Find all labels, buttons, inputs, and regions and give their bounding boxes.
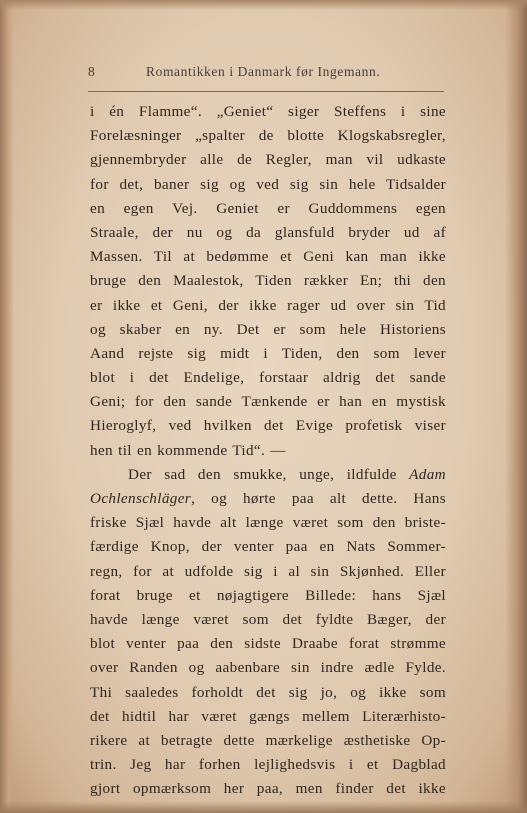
text-line: Hieroglyf, ved hvilken det Evige profetisk viser	[90, 417, 446, 435]
text-line: gjennembryder alle de Regler, man vil udkaste	[90, 151, 446, 169]
text-line: trin. Jeg har forhen lejlighedsvis i et Dagblad	[90, 756, 446, 774]
header-rule	[88, 91, 444, 92]
text-line: Aand rejste sig midt i Tiden, den som lever	[90, 344, 446, 362]
text-line: gjort opmærksom her paa, men finder det ikke	[90, 780, 446, 798]
text-line: havde længe været som det fyldte Bæger, der	[90, 610, 446, 628]
text-line: Thi saaledes forholdt det sig jo, og ikke som	[90, 683, 446, 701]
page-number: 8	[88, 64, 96, 79]
text-line: en egen Vej. Geniet er Guddommens egen	[90, 199, 446, 217]
text-line: hen til en kommende Tid“. —	[90, 441, 286, 459]
text-line: og skaber en ny. Det er som hele Historiens	[90, 320, 446, 338]
text-line: færdige Knop, der venter paa en Nats Sommer-	[90, 538, 446, 556]
text-line: Massen. Til at bedømme et Geni kan man ikke	[90, 248, 446, 266]
text-line: i én Flamme“. „Geniet“ siger Steffens i sine	[90, 103, 446, 120]
page-edge-left	[0, 0, 14, 813]
text-line: det hidtil har været gængs mellem Literærhisto-	[90, 707, 446, 725]
text-line: er ikke et Geni, der ikke rager ud over sin Tid	[90, 296, 446, 314]
text-line: over Randen og aabenbare sin indre ædle Fylde.	[90, 659, 446, 677]
text-line: rikere at betragte dette mærkelige æsthetiske Op-	[90, 731, 446, 749]
text-line: Straale, der nu og da glansfuld bryder ud af	[90, 223, 446, 241]
page-edge-right	[505, 0, 527, 813]
text-line: Ochlenschläger, og hørte paa alt dette. Hans	[90, 490, 446, 507]
running-title: Romantikken i Danmark før Ingemann.	[146, 64, 381, 79]
text-line: bruge den Maalestok, Tiden rækker En; thi den	[90, 272, 446, 290]
text-line: forat bruge et nøjagtigere Billede: hans Sjæl	[90, 586, 446, 604]
text-line: friske Sjæl havde alt længe været som den briste-	[90, 514, 446, 532]
text-line: regn, for at udfolde sig i al sin Skjønhed. Eller	[90, 562, 446, 580]
text-line: Geni; for den sande Tænkende er han en mystisk	[90, 393, 446, 411]
text-line: Forelæsninger „spalter de blotte Klogskabsregler,	[90, 127, 446, 145]
body-text	[90, 100, 446, 801]
page-edge-top	[0, 0, 527, 10]
text-line: blot i det Endelige, forstaar aldrig det sande	[90, 369, 446, 387]
running-header	[88, 64, 418, 86]
text-line: blot venter paa den sidste Draabe forat strømme	[90, 635, 446, 653]
text-line: Der sad den smukke, unge, ildfulde Adam	[128, 465, 446, 483]
text-line: for det, baner sig og ved sig sin hele Tidsalder	[90, 175, 446, 193]
page-edge-bottom	[0, 801, 527, 813]
